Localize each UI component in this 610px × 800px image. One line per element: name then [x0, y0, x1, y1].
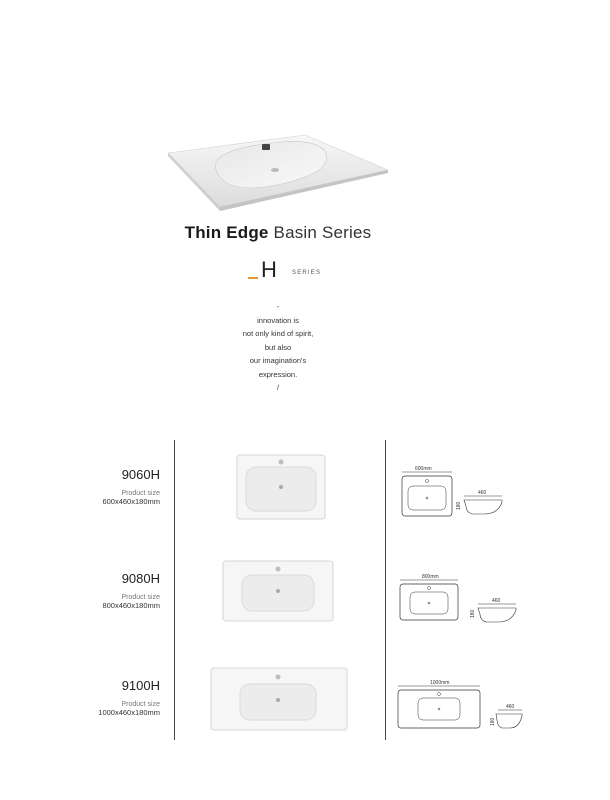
product-info-9100h [30, 678, 160, 717]
product-size-label: Product size [121, 490, 160, 497]
slogan-line: innovation is [257, 315, 299, 325]
product-size: 600x460x180mm [102, 497, 160, 506]
product-code: 9080H [121, 571, 160, 586]
dim-height-label: 180 [490, 717, 496, 726]
series-title-light: Basin Series [273, 223, 372, 242]
divider-left [174, 440, 175, 740]
product-info-9060h [30, 467, 160, 506]
dimension-drawing-9100h [396, 676, 524, 738]
accent-underscore [248, 277, 258, 279]
slogan-line: our imagination's [249, 356, 307, 365]
slogan-line: / [276, 383, 280, 392]
dim-height-label: 180 [470, 609, 476, 618]
dim-width-label: 1000mm [430, 680, 450, 686]
divider-right [385, 440, 386, 740]
dim-width-label: 800mm [422, 574, 439, 580]
basin-photo-9100h [210, 666, 348, 732]
product-size: 800x460x180mm [102, 601, 160, 610]
hero-basin-image [160, 125, 395, 220]
dimension-drawing-9060h [398, 462, 523, 522]
product-size: 1000x460x180mm [98, 708, 160, 717]
series-title [0, 223, 556, 243]
product-code: 9060H [121, 467, 160, 482]
dim-depth-label: 460 [506, 704, 515, 710]
dim-width-label: 600mm [415, 466, 432, 472]
dim-depth-label: 460 [478, 490, 487, 496]
dim-depth-label: 460 [492, 598, 501, 604]
basin-photo-9080h [222, 559, 334, 623]
series-title-bold: Thin Edge [184, 223, 269, 242]
slogan-line: expression. [258, 369, 298, 379]
series-letter: H [261, 257, 277, 282]
basin-photo-9060h [236, 453, 326, 521]
slogan-line: not only kind of spirit, [242, 329, 314, 338]
product-code: 9100H [121, 678, 160, 693]
series-word: SERIES [292, 270, 322, 276]
dimension-drawing-9080h [398, 570, 523, 630]
product-info-9080h [30, 571, 160, 610]
slogan-line: - [276, 302, 280, 311]
dim-height-label: 180 [456, 501, 462, 510]
product-size-label: Product size [121, 701, 160, 708]
slogan [178, 300, 378, 395]
product-size-label: Product size [121, 594, 160, 601]
slogan-line: but also [264, 342, 292, 352]
